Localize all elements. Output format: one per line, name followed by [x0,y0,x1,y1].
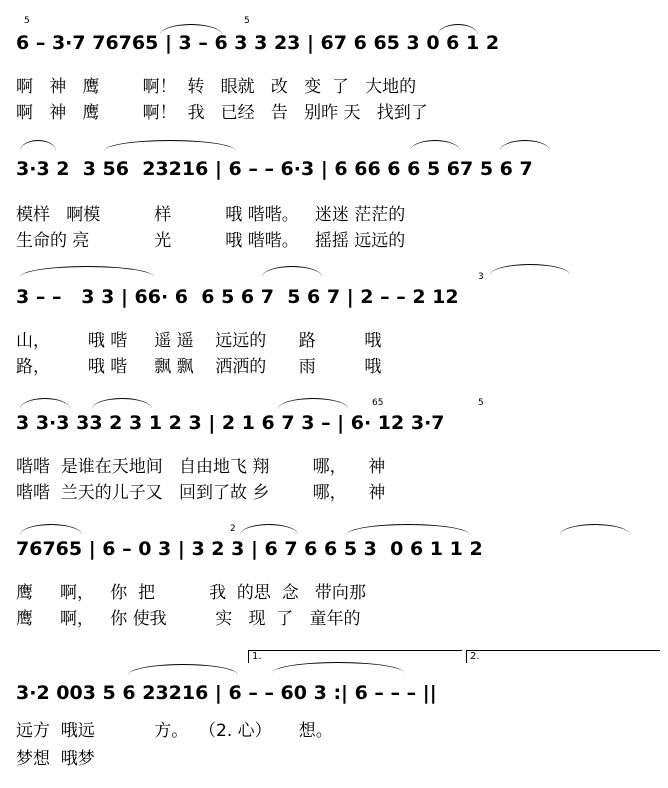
slur [346,524,470,535]
grace-note: 5 [244,16,250,26]
grace-note: 2 [230,524,236,534]
lyric-line-1a: 啊 神 鹰 啊！ 转 眼就 改 变 了 大地的 [16,77,417,97]
grace-note: 5 [24,16,30,26]
lyric-line-6a: 远方 哦远 方。 （2. 心） 想。 [16,721,333,741]
volta-bracket-1: 1. [248,650,462,663]
jianpu-notes-line-6: 3·2 003 5 6 23216 | 6 – – 60 3 :| 6 – – – || [16,682,437,704]
grace-note: 5 [478,398,484,408]
grace-note: 65 [372,398,384,408]
lyric-line-3a: 山， 哦 喈 遥 遥 远远的 路 哦 [16,331,382,351]
jianpu-notes-line-3: 3 – – 3 3 | 66· 6 6 5 6 7 5 6 7 | 2 – – 2 12 [16,286,459,308]
slur [20,398,70,409]
slur [20,524,82,535]
slur [500,140,550,151]
jianpu-notes-line-2: 3·3 2 3 56 23216 | 6 – – 6·3 | 6 66 6 6 5 67 5 6 7 [16,158,533,180]
slur [410,140,460,151]
slur [272,662,404,673]
lyric-line-2a: 模样 啊模 样 哦 喈喈。 迷迷 茫茫的 [16,205,406,225]
jianpu-notes-line-5: 76765 | 6 – 0 3 | 3 2 3 | 6 7 6 6 5 3 0 6 1 1 2 [16,538,483,560]
volta-bracket-2: 2. [466,650,660,663]
slur [262,266,322,277]
lyric-line-6b: 梦想 哦梦 [16,749,95,769]
slur [20,266,154,277]
slur [490,264,570,275]
lyric-line-3b: 路， 哦 喈 飘 飘 洒洒的 雨 哦 [16,357,382,377]
jianpu-notes-line-4: 3 3·3 33 2 3 1 2 3 | 2 1 6 7 3 – | 6· 12 3·7 [16,412,445,434]
slur [128,664,238,675]
lyric-line-5a: 鹰 啊， 你 把 我 的思 念 带向那 [16,583,366,603]
lyric-line-5b: 鹰 啊， 你 使我 实 现 了 童年的 [16,609,361,629]
lyric-line-4b: 喈喈 兰天的儿子又 回到了故 乡 哪， 神 [16,483,386,503]
slur [20,140,56,151]
lyric-line-1b: 啊 神 鹰 啊！ 我 已经 告 别昨 天 找到了 [16,103,428,123]
lyric-line-4a: 喈喈 是谁在天地间 自由地飞 翔 哪， 神 [16,457,386,477]
grace-note: 3 [478,272,484,282]
slur [240,524,298,535]
lyric-line-2b: 生命的 亮 光 哦 喈喈。 摇摇 远远的 [16,231,406,251]
slur [104,140,236,151]
slur [278,398,348,409]
slur [92,398,152,409]
slur [560,524,630,535]
jianpu-notes-line-1: 6 – 3·7 76765 | 3 – 6 3 3 23 | 67 6 65 3 0 6 1 2 [16,32,500,54]
